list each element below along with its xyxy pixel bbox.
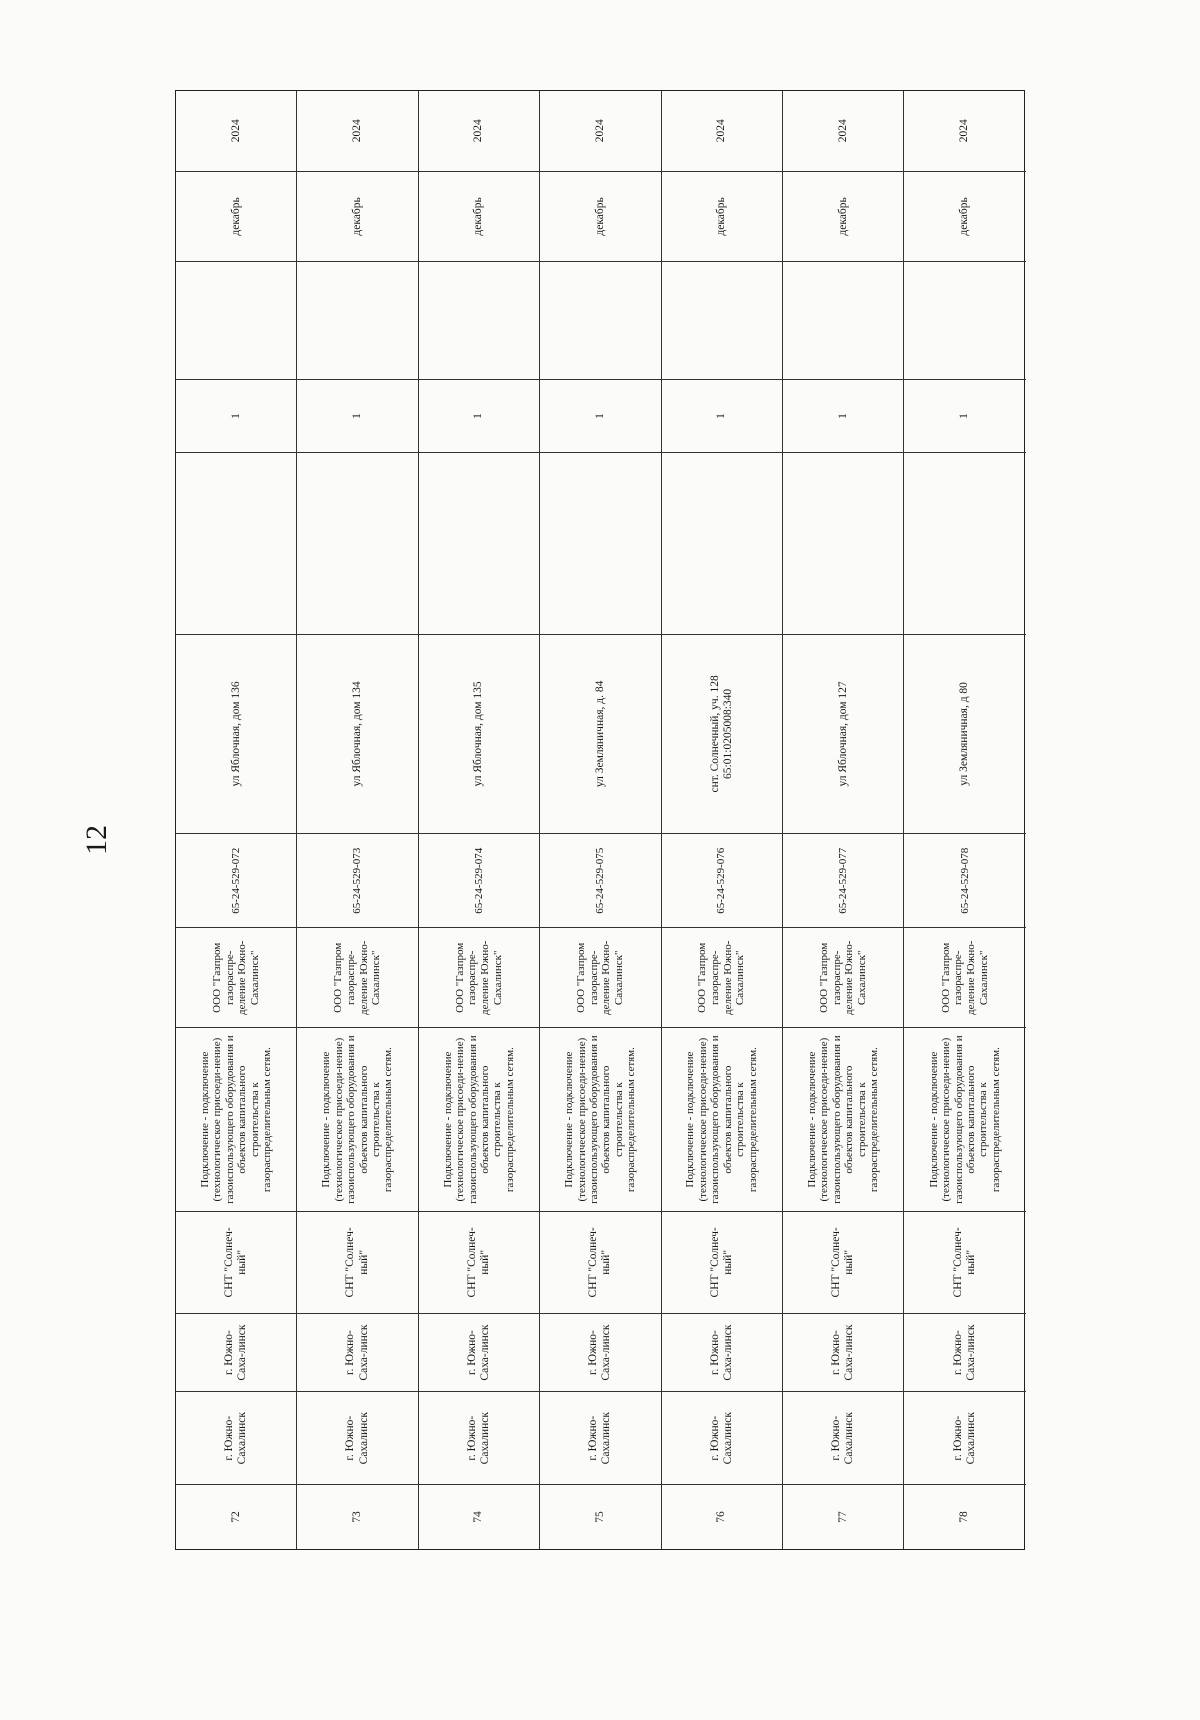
locality-cell: г. Южно-Саха-линск <box>419 1313 539 1392</box>
row-number-cell: 77 <box>783 1484 903 1549</box>
quantity-cell: 1 <box>176 379 296 451</box>
organization-cell: ООО "Газпром газораспре-деление Южно-Сахалинск" <box>904 927 1025 1027</box>
snt-cell: СНТ "Солнеч-ный" <box>176 1211 296 1313</box>
snt-cell: СНТ "Солнеч-ный" <box>662 1211 782 1313</box>
description-cell: Подключение - подключение (технологическое присоеди-нение) газоиспользующего оборудования и объектов капитального строительства к газораспределительным сетям. <box>662 1027 782 1211</box>
year-cell: 2024 <box>472 119 485 143</box>
description-cell: Подключение - подключение (технологическое присоеди-нение) газоиспользующего оборудования и объектов капитального строительства к газораспределительным сетям. <box>783 1027 903 1211</box>
row-number-cell: 75 <box>540 1484 660 1549</box>
address-cell: ул Яблочная, дом 127 <box>783 634 903 833</box>
quantity-cell: 1 <box>419 379 539 451</box>
page-number: 12 <box>80 825 113 855</box>
data-table <box>175 90 1025 1550</box>
municipality-cell: г. Южно-Сахалинск <box>904 1391 1025 1483</box>
table-row <box>176 91 297 1549</box>
table-row <box>419 91 540 1549</box>
locality-cell: г. Южно-Саха-линск <box>904 1313 1025 1392</box>
row-number-cell: 74 <box>419 1484 539 1549</box>
quantity-cell: 1 <box>297 379 417 451</box>
month-cell: декабрь <box>419 171 539 262</box>
locality-cell: г. Южно-Саха-линск <box>783 1313 903 1392</box>
table-row <box>662 91 783 1549</box>
address-cell: ул Яблочная, дом 136 <box>176 634 296 833</box>
row-number-cell: 78 <box>904 1484 1025 1549</box>
quantity-cell: 1 <box>662 379 782 451</box>
table-row <box>540 91 661 1549</box>
month-cell: декабрь <box>297 171 417 262</box>
locality-cell: г. Южно-Саха-линск <box>297 1313 417 1392</box>
address-cell: ул Яблочная, дом 134 <box>297 634 417 833</box>
row-number-cell: 76 <box>662 1484 782 1549</box>
month-cell: декабрь <box>176 171 296 262</box>
locality-cell: г. Южно-Саха-линск <box>662 1313 782 1392</box>
description-cell: Подключение - подключение (технологическое присоеди-нение) газоиспользующего оборудования и объектов капитального строительства к газораспределительным сетям. <box>297 1027 417 1211</box>
empty-cell <box>662 452 782 634</box>
organization-cell: ООО "Газпром газораспре-деление Южно-Сахалинск" <box>297 927 417 1027</box>
application-number-cell: 65-24-529-076 <box>662 833 782 927</box>
empty-cell <box>297 452 417 634</box>
application-number-cell: 65-24-529-078 <box>904 833 1025 927</box>
year-cell: 2024 <box>715 119 728 143</box>
empty-cell <box>783 452 903 634</box>
address-cell: ул Земляничная, д. 84 <box>540 634 660 833</box>
row-number-cell: 72 <box>176 1484 296 1549</box>
year-cell: 2024 <box>836 119 849 143</box>
table-row <box>783 91 904 1549</box>
month-cell: декабрь <box>540 171 660 262</box>
municipality-cell: г. Южно-Сахалинск <box>176 1391 296 1483</box>
empty-cell <box>540 261 660 379</box>
organization-cell: ООО "Газпром газораспре-деление Южно-Сахалинск" <box>662 927 782 1027</box>
municipality-cell: г. Южно-Сахалинск <box>540 1391 660 1483</box>
application-number-cell: 65-24-529-075 <box>540 833 660 927</box>
empty-cell <box>297 261 417 379</box>
quantity-cell: 1 <box>904 379 1025 451</box>
municipality-cell: г. Южно-Сахалинск <box>783 1391 903 1483</box>
organization-cell: ООО "Газпром газораспре-деление Южно-Сахалинск" <box>176 927 296 1027</box>
locality-cell: г. Южно-Саха-линск <box>540 1313 660 1392</box>
quantity-cell: 1 <box>540 379 660 451</box>
locality-cell: г. Южно-Саха-линск <box>176 1313 296 1392</box>
table-sheet <box>175 90 1025 1550</box>
month-cell: декабрь <box>904 171 1025 262</box>
application-number-cell: 65-24-529-073 <box>297 833 417 927</box>
address-cell: ул Яблочная, дом 135 <box>419 634 539 833</box>
organization-cell: ООО "Газпром газораспре-деление Южно-Сахалинск" <box>783 927 903 1027</box>
empty-cell <box>662 261 782 379</box>
application-number-cell: 65-24-529-077 <box>783 833 903 927</box>
municipality-cell: г. Южно-Сахалинск <box>297 1391 417 1483</box>
snt-cell: СНТ "Солнеч-ный" <box>297 1211 417 1313</box>
empty-cell <box>176 452 296 634</box>
organization-cell: ООО "Газпром газораспре-деление Южно-Сахалинск" <box>419 927 539 1027</box>
year-cell: 2024 <box>350 119 363 143</box>
description-cell: Подключение - подключение (технологическое присоеди-нение) газоиспользующего оборудования и объектов капитального строительства к газораспределительным сетям. <box>540 1027 660 1211</box>
description-cell: Подключение - подключение (технологическое присоеди-нение) газоиспользующего оборудования и объектов капитального строительства к газораспределительным сетям. <box>419 1027 539 1211</box>
empty-cell <box>176 261 296 379</box>
empty-cell <box>783 261 903 379</box>
application-number-cell: 65-24-529-074 <box>419 833 539 927</box>
empty-cell <box>419 261 539 379</box>
row-number-cell: 73 <box>297 1484 417 1549</box>
application-number-cell: 65-24-529-072 <box>176 833 296 927</box>
year-cell: 2024 <box>229 119 242 143</box>
description-cell: Подключение - подключение (технологическое присоеди-нение) газоиспользующего оборудования и объектов капитального строительства к газораспределительным сетям. <box>904 1027 1025 1211</box>
address-cell: снт. Солнечный, уч. 128 65:01:0205008:340 <box>662 634 782 833</box>
municipality-cell: г. Южно-Сахалинск <box>419 1391 539 1483</box>
quantity-cell: 1 <box>783 379 903 451</box>
table-row <box>297 91 418 1549</box>
empty-cell <box>904 261 1025 379</box>
organization-cell: ООО "Газпром газораспре-деление Южно-Сахалинск" <box>540 927 660 1027</box>
address-cell: ул Земляничная, д 80 <box>904 634 1025 833</box>
table-row <box>904 91 1025 1549</box>
empty-cell <box>904 452 1025 634</box>
year-cell: 2024 <box>593 119 606 143</box>
snt-cell: СНТ "Солнеч-ный" <box>419 1211 539 1313</box>
snt-cell: СНТ "Солнеч-ный" <box>540 1211 660 1313</box>
municipality-cell: г. Южно-Сахалинск <box>662 1391 782 1483</box>
description-cell: Подключение - подключение (технологическое присоеди-нение) газоиспользующего оборудования и объектов капитального строительства к газораспределительным сетям. <box>176 1027 296 1211</box>
month-cell: декабрь <box>783 171 903 262</box>
month-cell: декабрь <box>662 171 782 262</box>
snt-cell: СНТ "Солнеч-ный" <box>904 1211 1025 1313</box>
snt-cell: СНТ "Солнеч-ный" <box>783 1211 903 1313</box>
empty-cell <box>419 452 539 634</box>
year-cell: 2024 <box>958 119 971 143</box>
empty-cell <box>540 452 660 634</box>
